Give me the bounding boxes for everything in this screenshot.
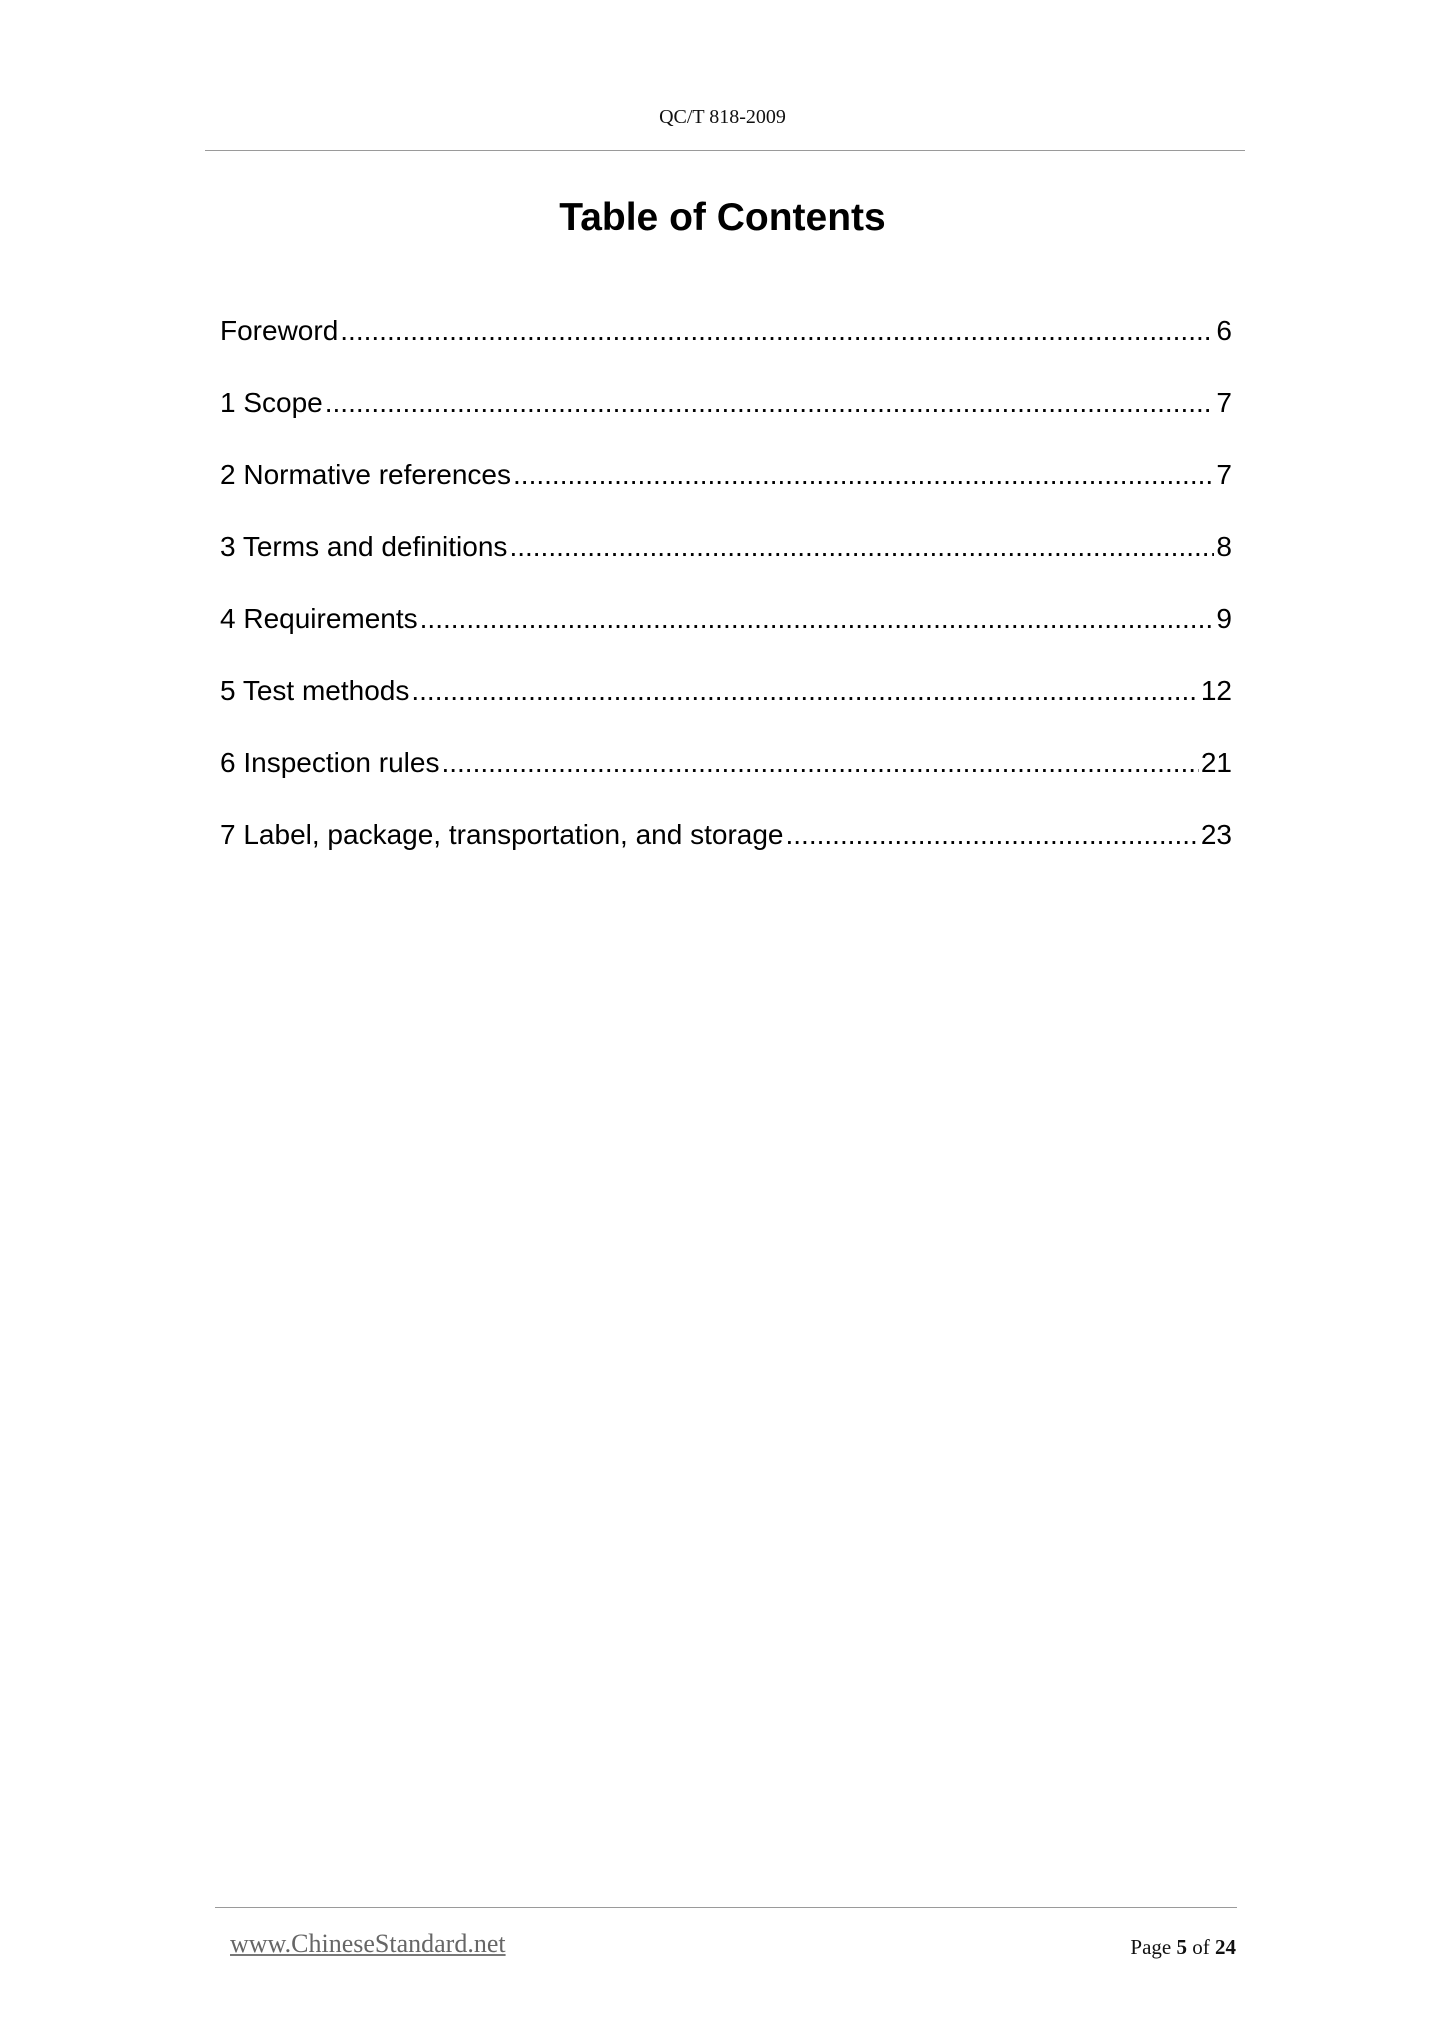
toc-entry-scope[interactable]	[220, 387, 1232, 459]
toc-entry-foreword[interactable]	[220, 315, 1232, 387]
toc-dot-leader	[513, 459, 1214, 491]
toc-entry-test-methods[interactable]	[220, 675, 1232, 747]
website-link[interactable]: www.ChineseStandard.net	[230, 1929, 506, 1958]
header-divider	[205, 150, 1245, 151]
toc-dot-leader	[325, 387, 1215, 419]
page-current: 5	[1176, 1935, 1187, 1959]
document-id: QC/T 818-2009	[659, 106, 786, 128]
toc-dot-leader	[441, 747, 1198, 779]
toc-entry-page: 12	[1200, 675, 1232, 706]
toc-entry-label-package-transportation-storage[interactable]	[220, 819, 1232, 891]
page-title: Table of Contents	[559, 196, 886, 239]
toc-entry-page: 23	[1200, 819, 1232, 850]
page-prefix: Page	[1130, 1935, 1172, 1959]
table-of-contents	[220, 315, 1232, 891]
toc-dot-leader	[411, 675, 1198, 707]
toc-entry-page: 7	[1216, 459, 1232, 490]
toc-entry-normative-references[interactable]	[220, 459, 1232, 531]
toc-dot-leader	[786, 819, 1199, 851]
toc-dot-leader	[340, 315, 1214, 347]
toc-entry-page: 7	[1216, 387, 1232, 418]
toc-entry-requirements[interactable]	[220, 603, 1232, 675]
toc-entry-page: 9	[1216, 603, 1232, 634]
page-total: 24	[1215, 1935, 1236, 1959]
toc-entry-label: 4 Requirements	[220, 603, 418, 634]
toc-entry-label: 5 Test methods	[220, 675, 410, 706]
toc-entry-label: 7 Label, package, transportation, and storage	[220, 819, 784, 850]
toc-entry-label: 3 Terms and definitions	[220, 531, 508, 562]
toc-entry-label: 6 Inspection rules	[220, 747, 440, 778]
toc-entry-label: 2 Normative references	[220, 459, 512, 490]
toc-entry-page: 8	[1216, 531, 1232, 562]
toc-dot-leader	[509, 531, 1214, 563]
page-of: of	[1192, 1935, 1210, 1959]
footer-divider	[215, 1907, 1237, 1908]
page-number	[1130, 1935, 1236, 1960]
toc-entry-inspection-rules[interactable]	[220, 747, 1232, 819]
toc-entry-page: 6	[1216, 315, 1232, 346]
toc-dot-leader	[420, 603, 1215, 635]
toc-entry-label: Foreword	[220, 315, 339, 346]
toc-entry-terms-and-definitions[interactable]	[220, 531, 1232, 603]
toc-entry-page: 21	[1200, 747, 1232, 778]
toc-entry-label: 1 Scope	[220, 387, 323, 418]
